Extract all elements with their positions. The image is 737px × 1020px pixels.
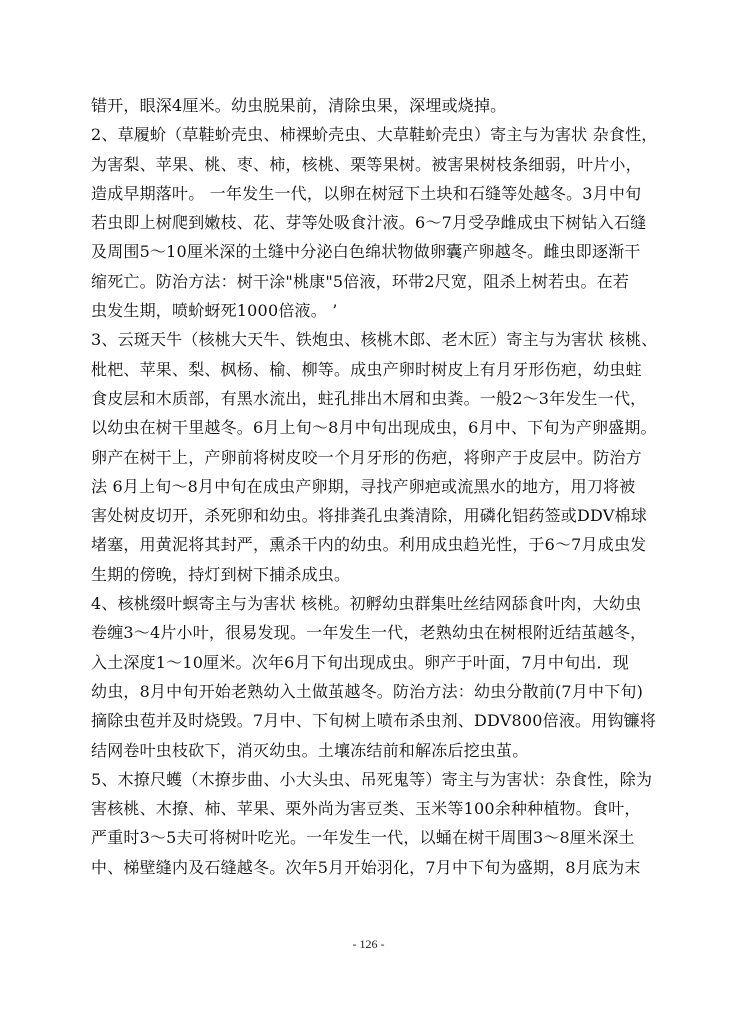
text-line: 卵产在树干上，产卵前将树皮咬一个月牙形的伤疤，将卵产于皮层中。防治方 <box>91 447 642 467</box>
text-line: 2、草履蚧（草鞋蚧壳虫、柿裸蚧壳虫、大草鞋蚧壳虫）寄主与为害状 杂食性， <box>91 125 658 145</box>
text-line: 4、核桃缀叶螟寄主与为害状 核桃。初孵幼虫群集吐丝结网舔食叶肉，大幼虫 <box>91 594 642 614</box>
text-line: 严重时3～5夫可将树叶吃光。一年发生一代，以蛹在树干周围3～8厘米深土 <box>91 828 635 848</box>
text-line: 为害梨、苹果、桃、枣、柿，核桃、栗等果树。被害果树枝条细弱，叶片小， <box>91 154 642 174</box>
text-line: 生期的傍晚，持灯到树下捕杀成虫。 <box>91 564 351 584</box>
text-line: 错开，眼深4厘米。幼虫脱果前，清除虫果，深埋或烧掉。 <box>91 96 507 115</box>
text-line: 结网卷叶虫枝砍下，消灭幼虫。土壤冻结前和解冻后挖虫茧。 <box>91 740 529 760</box>
text-line: 害核桃、木撩、柿、苹果、栗外尚为害豆类、玉米等100余种种植物。食叶， <box>91 799 641 819</box>
text-line: 5、木撩尺蠖（木撩步曲、小大头虫、吊死鬼等）寄主与为害状：杂食性，除为 <box>91 769 653 789</box>
text-line: 造成早期落叶。 一年发生一代，以卵在树冠下土块和石缝等处越冬。3月中旬 <box>91 183 642 203</box>
text-line: 卷缠3～4片小叶，很易发现。一年发生一代，老熟幼虫在树根附近结茧越冬， <box>91 623 647 643</box>
text-line: 以幼虫在树干里越冬。6月上旬～8月中旬出现成虫，6月中、下旬为产卵盛期。 <box>91 418 657 438</box>
page-number: - 126 - <box>352 937 385 951</box>
text-line: 幼虫，8月中旬开始老熟幼入土做茧越冬。防治方法：幼虫分散前(7月中下旬) <box>91 681 644 701</box>
text-line: 法 6月上旬～8月中旬在成虫产卵期，寻找产卵疤或流黑水的地方，用刀将被 <box>91 476 636 496</box>
body-text <box>91 91 658 882</box>
text-line: 3、云斑天牛（核桃大天牛、铁炮虫、核桃木郎、老木匠）寄主与为害状 核桃、 <box>91 330 658 350</box>
text-line: 入土深度1～10厘米。次年6月下旬出现成虫。卵产于叶面，7月中旬出．现 <box>91 652 629 672</box>
text-line: 若虫即上树爬到嫩枝、花、芽等处吸食汁液。6～7月受孕雌成虫下树钻入石缝 <box>91 213 647 233</box>
text-line: 中、梯壁缝内及石缝越冬。次年5月开始羽化，7月中下旬为盛期，8月底为末 <box>91 857 641 877</box>
text-line: 害处树皮切开，杀死卵和幼虫。将排粪孔虫粪清除，用磷化铝药签或DDV棉球 <box>91 506 647 526</box>
text-line: 堵塞，用黄泥将其封严，熏杀干内的幼虫。利用成虫趋光性，于6～7月成虫发 <box>91 535 647 555</box>
text-line: 食皮层和木质部，有黑水流出，蛀孔排出木屑和虫粪。一般2～3年发生一代， <box>91 388 647 408</box>
text-line: 虫发生期，喷蚧蚜死1000倍液。 ’ <box>91 301 338 321</box>
text-line: 缩死亡。防治方法：树干涂"桃康"5倍液，环带2尺宽，阻杀上树若虫。在若 <box>91 271 630 291</box>
text-line: 及周围5～10厘米深的土缝中分泌白色绵状物做卵囊产卵越冬。雌虫即逐渐干 <box>91 242 641 262</box>
text-line: 摘除虫苞并及时烧毁。7月中、下旬树上喷布杀虫剂、DDV800倍液。用钩镰将 <box>91 711 657 731</box>
text-line: 枇杷、苹果、梨、枫杨、榆、柳等。成虫产卵时树皮上有月牙形伤疤，幼虫蛀 <box>91 359 642 379</box>
